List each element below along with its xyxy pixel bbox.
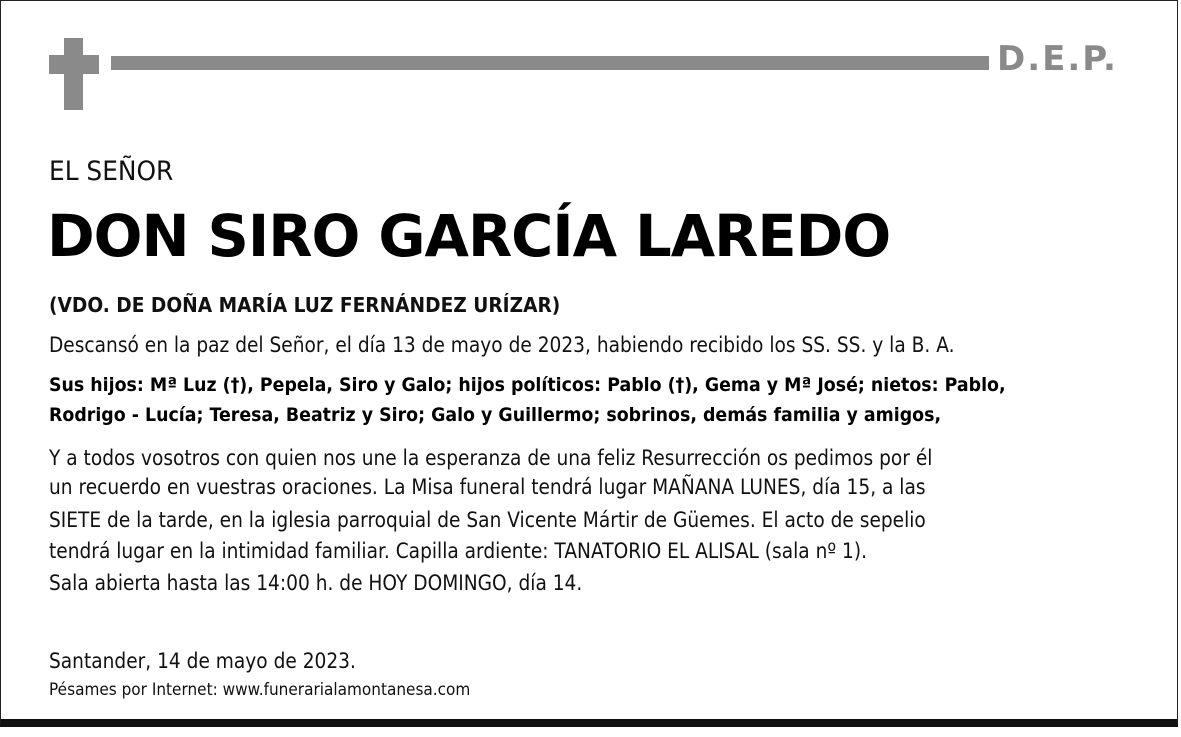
honorific: EL SEÑOR [49,156,174,187]
dep-label: D.E.P. [997,39,1118,79]
family-line-1: Sus hijos: Mª Luz (†), Pepela, Siro y Galo; hijos políticos: Pablo (†), Gema y Mª José; nietos: Pablo, [49,374,1006,396]
place-date: Santander, 14 de mayo de 2023. [49,649,356,673]
request-line-3: SIETE de la tarde, en la iglesia parroquial de San Vicente Mártir de Güemes. El acto de sepelio [49,508,926,532]
widow-of-line: (VDO. DE DOÑA MARÍA LUZ FERNÁNDEZ URÍZAR) [49,293,561,317]
passing-line: Descansó en la paz del Señor, el día 13 de mayo de 2023, habiendo recibido los SS. SS. y la B. A. [49,333,955,357]
request-line-1: Y a todos vosotros con quien nos une la esperanza de una feliz Resurrección os pedimos por él [49,446,933,470]
request-line-2: un recuerdo en vuestras oraciones. La Misa funeral tendrá lugar MAÑANA LUNES, día 15, a las [49,475,926,499]
cross-icon [49,38,99,110]
header-rule [111,56,989,70]
family-line-2: Rodrigo - Lucía; Teresa, Beatriz y Siro; Galo y Guillermo; sobrinos, demás familia y amigos, [49,404,942,426]
condolences-line: Pésames por Internet: www.funerarialamontanesa.com [49,680,471,700]
request-line-4: tendrá lugar en la intimidad familiar. Capilla ardiente: TANATORIO EL ALISAL (sala nº 1). [49,539,868,563]
deceased-name: DON SIRO GARCÍA LAREDO [47,202,891,270]
request-line-5: Sala abierta hasta las 14:00 h. de HOY DOMINGO, día 14. [49,571,583,595]
